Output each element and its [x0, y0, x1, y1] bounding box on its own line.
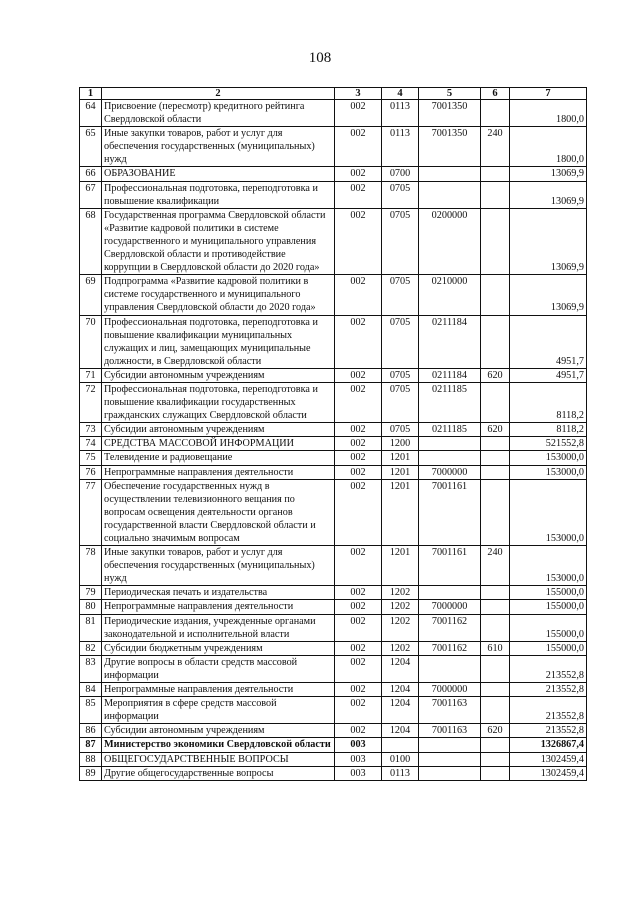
- table-row: [80, 127, 587, 167]
- expense-type-code: [481, 437, 510, 451]
- target-code: 0211184: [419, 315, 481, 368]
- section-code: 0100: [382, 752, 419, 766]
- row-number: 73: [80, 423, 102, 437]
- row-amount: 153000,0: [510, 465, 587, 479]
- row-name: Мероприятия в сфере средств массовой информации: [102, 697, 335, 724]
- target-code: 7000000: [419, 465, 481, 479]
- table-row: [80, 479, 587, 545]
- row-name: Субсидии автономным учреждениям: [102, 724, 335, 738]
- table-row: [80, 423, 587, 437]
- section-code: 0705: [382, 275, 419, 315]
- row-number: 72: [80, 382, 102, 422]
- row-name: Профессиональная подготовка, переподготовка и повышение квалификации: [102, 181, 335, 208]
- admin-code: 002: [335, 423, 382, 437]
- row-name: Обеспечение государственных нужд в осуществлении телевизионного вещания по вопросам освещения деятельности органов государственной власти Свердловской области и социально значимым вопросам: [102, 479, 335, 545]
- table-row: [80, 738, 587, 752]
- target-code: 7001350: [419, 127, 481, 167]
- table-row: [80, 100, 587, 127]
- section-code: 0705: [382, 368, 419, 382]
- target-code: 7001161: [419, 546, 481, 586]
- row-name: ОБЩЕГОСУДАРСТВЕННЫЕ ВОПРОСЫ: [102, 752, 335, 766]
- target-code: 7001163: [419, 697, 481, 724]
- expense-type-code: [481, 208, 510, 274]
- row-name: Профессиональная подготовка, переподготовка и повышение квалификации государственных гражданских служащих Свердловской области: [102, 382, 335, 422]
- row-number: 80: [80, 600, 102, 614]
- target-code: 7001162: [419, 641, 481, 655]
- section-code: 1200: [382, 437, 419, 451]
- admin-code: 002: [335, 683, 382, 697]
- admin-code: 002: [335, 546, 382, 586]
- row-amount: 4951,7: [510, 315, 587, 368]
- admin-code: 002: [335, 465, 382, 479]
- expense-type-code: [481, 738, 510, 752]
- expense-type-code: [481, 697, 510, 724]
- table-row: [80, 382, 587, 422]
- section-code: 0700: [382, 167, 419, 181]
- row-number: 81: [80, 614, 102, 641]
- column-header: 7: [510, 88, 587, 100]
- target-code: 0211184: [419, 368, 481, 382]
- row-name: Иные закупки товаров, работ и услуг для обеспечения государственных (муниципальных) нужд: [102, 546, 335, 586]
- admin-code: 002: [335, 479, 382, 545]
- expense-type-code: [481, 614, 510, 641]
- admin-code: 002: [335, 100, 382, 127]
- expense-type-code: [481, 275, 510, 315]
- row-name: Периодическая печать и издательства: [102, 586, 335, 600]
- row-number: 66: [80, 167, 102, 181]
- row-number: 79: [80, 586, 102, 600]
- admin-code: 002: [335, 275, 382, 315]
- section-code: 1201: [382, 479, 419, 545]
- admin-code: 002: [335, 724, 382, 738]
- row-amount: 1800,0: [510, 100, 587, 127]
- admin-code: 002: [335, 600, 382, 614]
- column-header: 3: [335, 88, 382, 100]
- row-name: Профессиональная подготовка, переподготовка и повышение квалификации муниципальных служащих и лиц, замещающих муниципальные должности, в Свердловской области: [102, 315, 335, 368]
- expense-type-code: [481, 586, 510, 600]
- section-code: 1204: [382, 655, 419, 682]
- row-amount: 8118,2: [510, 423, 587, 437]
- expense-type-code: 240: [481, 127, 510, 167]
- table-row: [80, 208, 587, 274]
- admin-code: 002: [335, 451, 382, 465]
- expense-type-code: [481, 315, 510, 368]
- row-name: Периодические издания, учрежденные органами законодательной и исполнительной власти: [102, 614, 335, 641]
- column-header: 2: [102, 88, 335, 100]
- admin-code: 002: [335, 368, 382, 382]
- row-name: СРЕДСТВА МАССОВОЙ ИНФОРМАЦИИ: [102, 437, 335, 451]
- row-number: 86: [80, 724, 102, 738]
- column-header: 6: [481, 88, 510, 100]
- admin-code: 002: [335, 167, 382, 181]
- section-code: 1204: [382, 724, 419, 738]
- row-number: 89: [80, 766, 102, 780]
- section-code: 1204: [382, 683, 419, 697]
- row-number: 67: [80, 181, 102, 208]
- row-name: Присвоение (пересмотр) кредитного рейтинга Свердловской области: [102, 100, 335, 127]
- section-code: 0705: [382, 423, 419, 437]
- row-number: 71: [80, 368, 102, 382]
- row-amount: 213552,8: [510, 724, 587, 738]
- section-code: 1202: [382, 586, 419, 600]
- row-amount: 155000,0: [510, 614, 587, 641]
- section-code: [382, 738, 419, 752]
- row-number: 64: [80, 100, 102, 127]
- target-code: [419, 167, 481, 181]
- section-code: 0705: [382, 208, 419, 274]
- target-code: 7000000: [419, 600, 481, 614]
- expense-type-code: [481, 683, 510, 697]
- section-code: 0113: [382, 766, 419, 780]
- table-row: [80, 368, 587, 382]
- row-number: 75: [80, 451, 102, 465]
- row-name: Государственная программа Свердловской области «Развитие кадровой политики в системе государственного и муниципального управления Свердловской области и противодействие коррупции в Свердловской области до 2020 года»: [102, 208, 335, 274]
- admin-code: 002: [335, 641, 382, 655]
- target-code: 0211185: [419, 382, 481, 422]
- expense-type-code: [481, 100, 510, 127]
- row-name: Непрограммные направления деятельности: [102, 600, 335, 614]
- target-code: [419, 752, 481, 766]
- row-number: 77: [80, 479, 102, 545]
- row-amount: 155000,0: [510, 586, 587, 600]
- table-row: [80, 167, 587, 181]
- row-amount: 153000,0: [510, 479, 587, 545]
- row-amount: 521552,8: [510, 437, 587, 451]
- section-code: 1202: [382, 641, 419, 655]
- row-number: 78: [80, 546, 102, 586]
- row-name: Субсидии бюджетным учреждениям: [102, 641, 335, 655]
- row-number: 69: [80, 275, 102, 315]
- row-amount: 213552,8: [510, 697, 587, 724]
- target-code: 7001163: [419, 724, 481, 738]
- row-amount: 1800,0: [510, 127, 587, 167]
- section-code: 0705: [382, 315, 419, 368]
- table-header-row: [80, 88, 587, 100]
- expense-type-code: 620: [481, 724, 510, 738]
- row-amount: 1302459,4: [510, 766, 587, 780]
- expense-type-code: [481, 766, 510, 780]
- expense-type-code: 620: [481, 423, 510, 437]
- section-code: 1201: [382, 465, 419, 479]
- target-code: [419, 586, 481, 600]
- section-code: 1201: [382, 451, 419, 465]
- table-row: [80, 465, 587, 479]
- target-code: [419, 738, 481, 752]
- row-number: 65: [80, 127, 102, 167]
- admin-code: 002: [335, 437, 382, 451]
- admin-code: 003: [335, 752, 382, 766]
- budget-table: [79, 87, 587, 781]
- section-code: 0705: [382, 181, 419, 208]
- row-amount: 13069,9: [510, 181, 587, 208]
- row-amount: 155000,0: [510, 600, 587, 614]
- target-code: 7001350: [419, 100, 481, 127]
- table-row: [80, 683, 587, 697]
- admin-code: 003: [335, 766, 382, 780]
- page-number: 108: [308, 50, 332, 66]
- row-name: Непрограммные направления деятельности: [102, 683, 335, 697]
- section-code: 1202: [382, 614, 419, 641]
- row-name: Субсидии автономным учреждениям: [102, 368, 335, 382]
- column-header: 1: [80, 88, 102, 100]
- row-amount: 213552,8: [510, 683, 587, 697]
- section-code: 1204: [382, 697, 419, 724]
- target-code: 7001162: [419, 614, 481, 641]
- target-code: [419, 655, 481, 682]
- row-name: ОБРАЗОВАНИЕ: [102, 167, 335, 181]
- table-row: [80, 181, 587, 208]
- section-code: 0113: [382, 100, 419, 127]
- admin-code: 002: [335, 181, 382, 208]
- row-amount: 1302459,4: [510, 752, 587, 766]
- expense-type-code: 620: [481, 368, 510, 382]
- target-code: 0210000: [419, 275, 481, 315]
- section-code: 0113: [382, 127, 419, 167]
- expense-type-code: [481, 465, 510, 479]
- row-number: 83: [80, 655, 102, 682]
- admin-code: 002: [335, 697, 382, 724]
- row-amount: 13069,9: [510, 167, 587, 181]
- row-name: Другие вопросы в области средств массовой информации: [102, 655, 335, 682]
- row-number: 74: [80, 437, 102, 451]
- row-amount: 213552,8: [510, 655, 587, 682]
- table-row: [80, 315, 587, 368]
- row-name: Подпрограмма «Развитие кадровой политики в системе государственного и муниципального управления Свердловской области до 2020 года»: [102, 275, 335, 315]
- expense-type-code: [481, 181, 510, 208]
- row-name: Субсидии автономным учреждениям: [102, 423, 335, 437]
- admin-code: 002: [335, 127, 382, 167]
- row-number: 82: [80, 641, 102, 655]
- row-number: 70: [80, 315, 102, 368]
- table-row: [80, 752, 587, 766]
- row-number: 85: [80, 697, 102, 724]
- row-amount: 153000,0: [510, 451, 587, 465]
- admin-code: 003: [335, 738, 382, 752]
- column-header: 5: [419, 88, 481, 100]
- expense-type-code: [481, 167, 510, 181]
- row-amount: 153000,0: [510, 546, 587, 586]
- table-row: [80, 600, 587, 614]
- table-row: [80, 275, 587, 315]
- table-row: [80, 586, 587, 600]
- admin-code: 002: [335, 315, 382, 368]
- expense-type-code: [481, 752, 510, 766]
- row-amount: 13069,9: [510, 275, 587, 315]
- table-row: [80, 437, 587, 451]
- table-row: [80, 766, 587, 780]
- row-amount: 1326867,4: [510, 738, 587, 752]
- target-code: [419, 766, 481, 780]
- target-code: [419, 451, 481, 465]
- column-header: 4: [382, 88, 419, 100]
- expense-type-code: [481, 600, 510, 614]
- target-code: 7001161: [419, 479, 481, 545]
- row-amount: 4951,7: [510, 368, 587, 382]
- expense-type-code: [481, 655, 510, 682]
- admin-code: 002: [335, 586, 382, 600]
- row-amount: 8118,2: [510, 382, 587, 422]
- row-number: 76: [80, 465, 102, 479]
- section-code: 1202: [382, 600, 419, 614]
- target-code: 0200000: [419, 208, 481, 274]
- table-row: [80, 724, 587, 738]
- row-name: Другие общегосударственные вопросы: [102, 766, 335, 780]
- row-name: Непрограммные направления деятельности: [102, 465, 335, 479]
- table-row: [80, 451, 587, 465]
- table-row: [80, 697, 587, 724]
- row-amount: 13069,9: [510, 208, 587, 274]
- row-name: Министерство экономики Свердловской области: [102, 738, 335, 752]
- table-row: [80, 641, 587, 655]
- row-name: Иные закупки товаров, работ и услуг для обеспечения государственных (муниципальных) нужд: [102, 127, 335, 167]
- target-code: [419, 181, 481, 208]
- row-number: 84: [80, 683, 102, 697]
- target-code: [419, 437, 481, 451]
- expense-type-code: [481, 382, 510, 422]
- target-code: 0211185: [419, 423, 481, 437]
- row-number: 68: [80, 208, 102, 274]
- expense-type-code: [481, 451, 510, 465]
- table-row: [80, 614, 587, 641]
- expense-type-code: 240: [481, 546, 510, 586]
- section-code: 0705: [382, 382, 419, 422]
- table-row: [80, 655, 587, 682]
- admin-code: 002: [335, 382, 382, 422]
- section-code: 1201: [382, 546, 419, 586]
- row-amount: 155000,0: [510, 641, 587, 655]
- row-number: 87: [80, 738, 102, 752]
- admin-code: 002: [335, 614, 382, 641]
- admin-code: 002: [335, 208, 382, 274]
- expense-type-code: 610: [481, 641, 510, 655]
- row-number: 88: [80, 752, 102, 766]
- table-row: [80, 546, 587, 586]
- admin-code: 002: [335, 655, 382, 682]
- expense-type-code: [481, 479, 510, 545]
- target-code: 7000000: [419, 683, 481, 697]
- row-name: Телевидение и радиовещание: [102, 451, 335, 465]
